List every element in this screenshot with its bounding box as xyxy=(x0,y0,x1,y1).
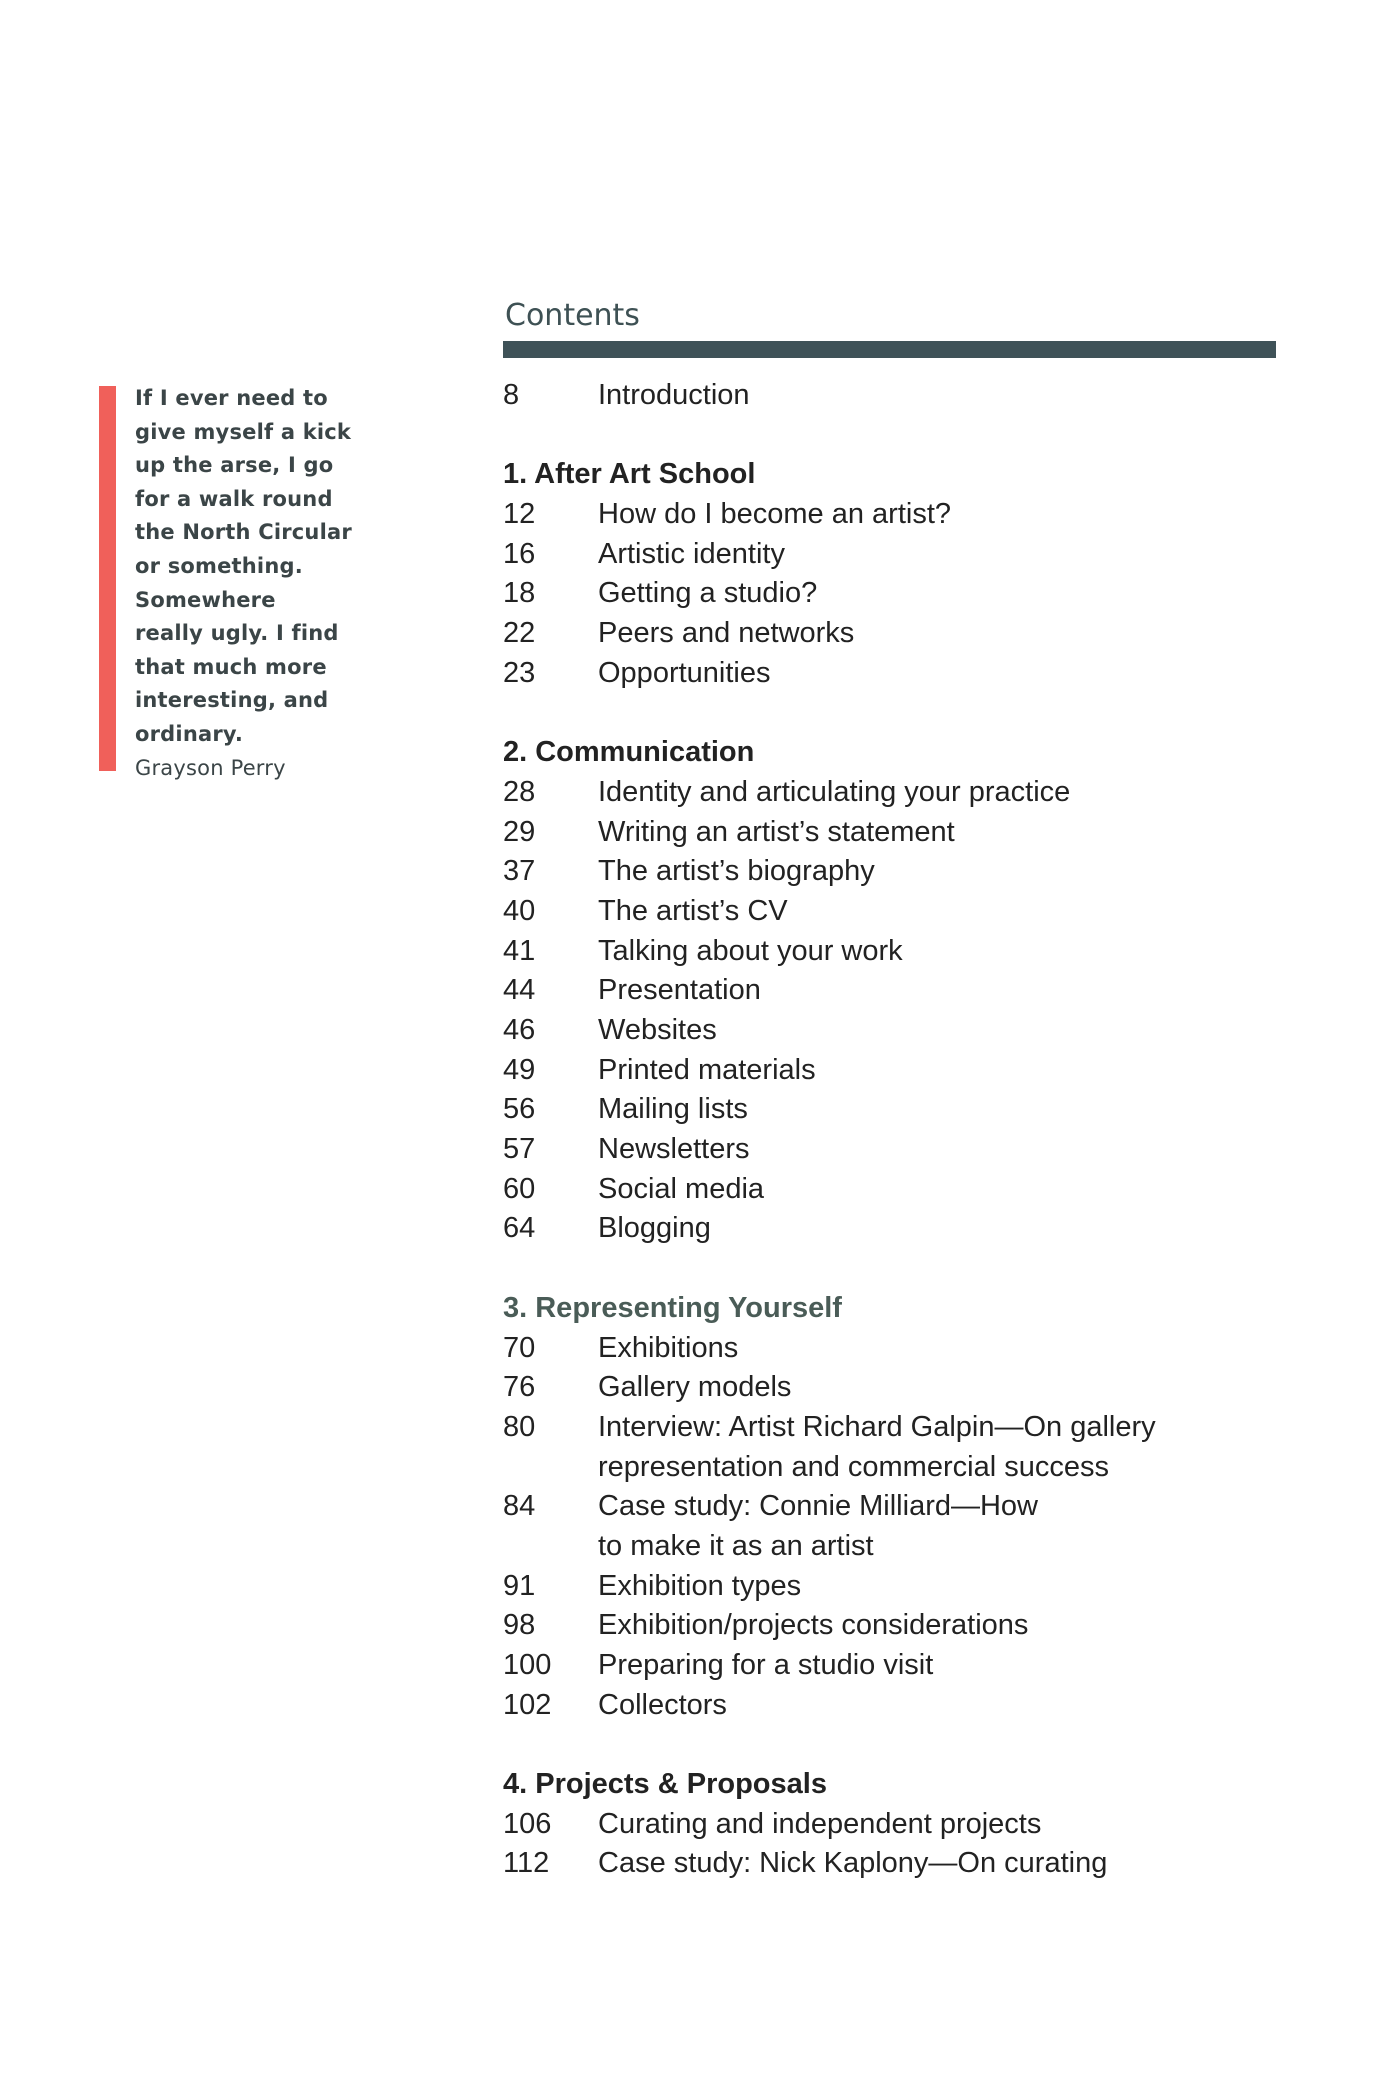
quote-line: or something. xyxy=(135,553,303,578)
page-number: 12 xyxy=(503,498,536,531)
toc-entry[interactable] xyxy=(503,813,1283,853)
page-number: 22 xyxy=(503,617,536,650)
entry-title-line: to make it as an artist xyxy=(598,1529,874,1562)
page-number: 29 xyxy=(503,815,536,848)
toc-entry[interactable] xyxy=(503,1130,1283,1170)
toc-entry[interactable] xyxy=(503,495,1283,535)
toc-entry[interactable] xyxy=(503,1368,1283,1408)
section-heading-projects-proposals[interactable]: 4. Projects & Proposals xyxy=(503,1768,827,1801)
entry-title: Artistic identity xyxy=(598,537,785,570)
toc-entry[interactable] xyxy=(503,1567,1283,1607)
entry-title: Preparing for a studio visit xyxy=(598,1649,934,1682)
toc-entry-introduction[interactable] xyxy=(503,376,1283,416)
entry-title: Exhibition types xyxy=(598,1569,802,1602)
toc-entry[interactable] xyxy=(503,1051,1283,1091)
toc-entry[interactable] xyxy=(503,654,1283,694)
toc-entry[interactable] xyxy=(503,1209,1283,1249)
entry-title-line: Interview: Artist Richard Galpin—On gallery xyxy=(598,1410,1156,1443)
quote-line: Somewhere xyxy=(135,587,276,612)
page-number: 84 xyxy=(503,1490,536,1523)
entry-title: Newsletters xyxy=(598,1133,750,1166)
quote-line: interesting, and xyxy=(135,688,329,713)
entry-title: Curating and independent projects xyxy=(598,1807,1042,1840)
toc-entry[interactable] xyxy=(503,1170,1283,1210)
toc-entry[interactable] xyxy=(503,1686,1283,1726)
entry-title: Printed materials xyxy=(598,1053,816,1086)
section-heading-after-art-school[interactable]: 1. After Art School xyxy=(503,458,756,491)
quote-line: really ugly. I find xyxy=(135,621,339,646)
toc-entry[interactable] xyxy=(503,1646,1283,1686)
entry-title: Identity and articulating your practice xyxy=(598,775,1071,808)
toc-entry[interactable] xyxy=(503,574,1283,614)
entry-title: Introduction xyxy=(598,379,750,411)
quote-line: up the arse, I go xyxy=(135,453,334,478)
entry-title: The artist’s biography xyxy=(598,855,875,888)
toc-entry[interactable] xyxy=(503,1844,1283,1884)
page-number: 112 xyxy=(503,1847,550,1880)
page-number: 18 xyxy=(503,577,536,610)
page-number: 28 xyxy=(503,775,536,808)
entry-title: Mailing lists xyxy=(598,1093,748,1126)
entry-title: Exhibition/projects considerations xyxy=(598,1609,1029,1642)
page-number: 57 xyxy=(503,1133,536,1166)
entry-title: Blogging xyxy=(598,1212,711,1245)
entry-title xyxy=(598,1487,1038,1566)
entry-title: The artist’s CV xyxy=(598,894,788,927)
toc-entry[interactable] xyxy=(503,932,1283,972)
contents-rule xyxy=(503,341,1276,358)
entry-title: Presentation xyxy=(598,974,761,1007)
page-number: 8 xyxy=(503,379,520,411)
entry-title: Websites xyxy=(598,1014,717,1046)
quote-line: ordinary. xyxy=(135,721,244,746)
entry-title: How do I become an artist? xyxy=(598,498,952,531)
toc-entry[interactable] xyxy=(503,852,1283,892)
toc-entry[interactable] xyxy=(503,1805,1283,1845)
entry-title: Social media xyxy=(598,1172,765,1205)
contents-list xyxy=(503,376,1283,1884)
entry-title: Getting a studio? xyxy=(598,577,818,610)
page-number: 16 xyxy=(503,537,536,570)
entry-title: Writing an artist’s statement xyxy=(598,815,955,848)
toc-entry[interactable] xyxy=(503,971,1283,1011)
page-number: 76 xyxy=(503,1371,536,1404)
toc-entry[interactable] xyxy=(503,1408,1283,1487)
page-number: 23 xyxy=(503,656,536,689)
quote-text xyxy=(135,382,415,785)
entry-title: Collectors xyxy=(598,1688,727,1721)
quote-accent-bar xyxy=(99,386,116,771)
entry-title: Exhibitions xyxy=(598,1331,739,1364)
pull-quote xyxy=(99,386,399,780)
quote-line: the North Circular xyxy=(135,520,352,545)
entry-title xyxy=(598,1408,1156,1487)
page-number: 100 xyxy=(503,1649,552,1682)
toc-entry[interactable] xyxy=(503,1487,1283,1566)
section-heading-representing-yourself[interactable]: 3. Representing Yourself xyxy=(503,1291,842,1324)
entry-title-line: Case study: Connie Milliard—How xyxy=(598,1490,1038,1523)
page-number: 40 xyxy=(503,894,536,927)
toc-entry[interactable] xyxy=(503,892,1283,932)
page-number: 70 xyxy=(503,1331,536,1364)
entry-title: Case study: Nick Kaplony—On curating xyxy=(598,1847,1108,1880)
entry-title: Gallery models xyxy=(598,1371,792,1404)
toc-entry[interactable] xyxy=(503,1329,1283,1369)
toc-entry[interactable] xyxy=(503,535,1283,575)
toc-entry[interactable] xyxy=(503,1606,1283,1646)
page-number: 60 xyxy=(503,1172,536,1205)
entry-title: Opportunities xyxy=(598,656,771,689)
entry-title-line: representation and commercial success xyxy=(598,1450,1109,1483)
page-number: 49 xyxy=(503,1053,536,1086)
toc-entry[interactable] xyxy=(503,1011,1283,1051)
page-number: 44 xyxy=(503,974,536,1007)
quote-line: give myself a kick xyxy=(135,419,352,444)
entry-title: Peers and networks xyxy=(598,617,855,650)
page-number: 46 xyxy=(503,1014,536,1046)
toc-entry[interactable] xyxy=(503,773,1283,813)
contents-title: Contents xyxy=(505,298,640,333)
quote-attribution: Grayson Perry xyxy=(135,755,286,780)
page-number: 98 xyxy=(503,1609,536,1642)
page-number: 64 xyxy=(503,1212,536,1245)
quote-line: for a walk round xyxy=(135,486,333,511)
page-number: 102 xyxy=(503,1688,552,1721)
page-number: 106 xyxy=(503,1807,552,1840)
page-number: 37 xyxy=(503,855,536,888)
page-number: 41 xyxy=(503,934,536,967)
quote-line: If I ever need to xyxy=(135,386,328,410)
entry-title: Talking about your work xyxy=(598,934,903,967)
toc-entry[interactable] xyxy=(503,614,1283,654)
toc-entry[interactable] xyxy=(503,1090,1283,1130)
page-number: 80 xyxy=(503,1410,536,1443)
page-number: 56 xyxy=(503,1093,536,1126)
section-heading-communication[interactable]: 2. Communication xyxy=(503,736,755,769)
quote-line: that much more xyxy=(135,654,327,679)
page-number: 91 xyxy=(503,1569,536,1602)
